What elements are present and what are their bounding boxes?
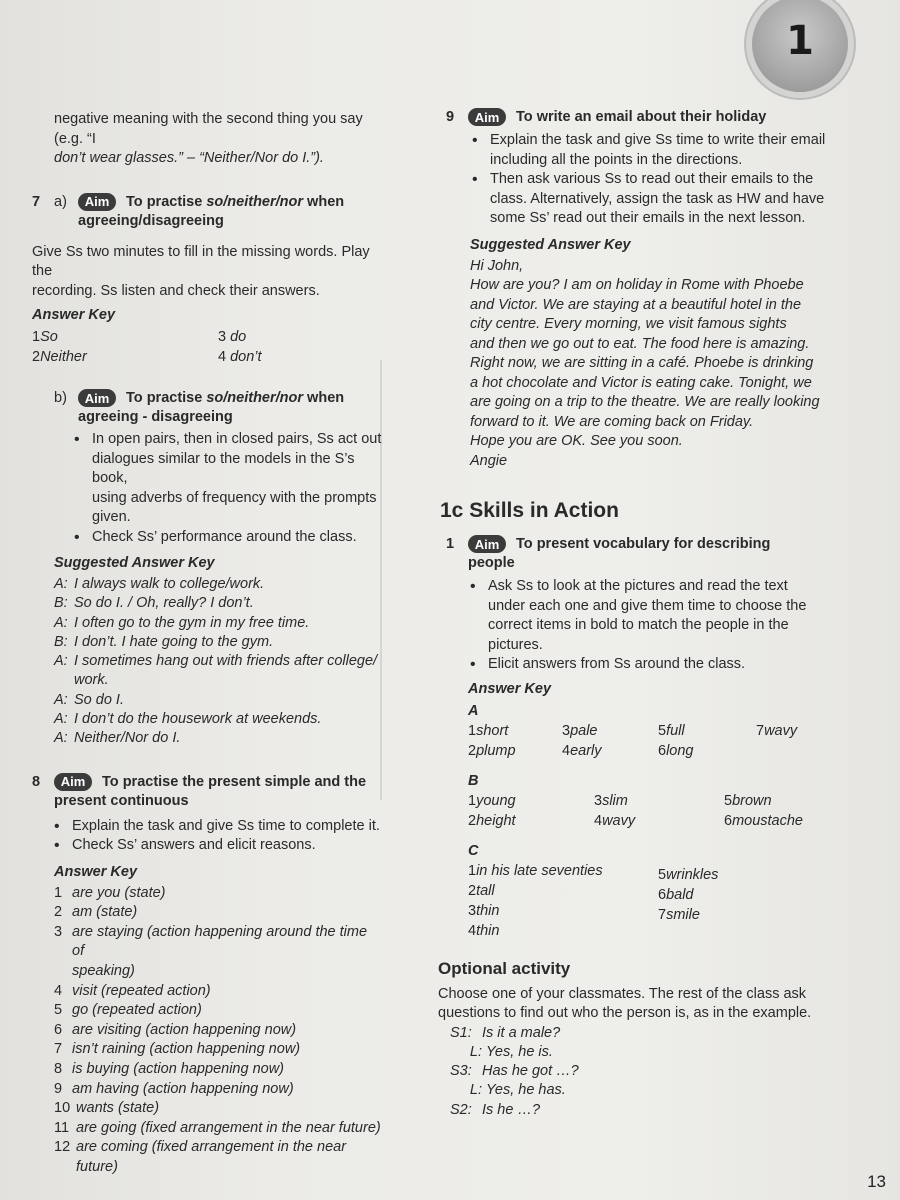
- dialog-line: S3: Has he got …?: [450, 1063, 579, 1080]
- group-label-a: A: [468, 702, 479, 719]
- answer-key-title: Suggested Answer Key: [470, 236, 631, 253]
- answer-item: 1 are you (state): [54, 884, 166, 901]
- aim-badge: Aim: [78, 193, 116, 211]
- email-line: a hot chocolate and Victor is eating cake. Tonight, we: [470, 374, 812, 391]
- exercise-9: [446, 108, 830, 471]
- instruction-text: Give Ss two minutes to fill in the missing words. Play the: [32, 243, 370, 279]
- aim-badge: Aim: [468, 108, 506, 126]
- group-c: 1 in his late seventies 5 wrinkles 2 tall 6 bald 3 thin 7 smile 4 thin: [468, 862, 719, 939]
- intro-line: negative meaning with the second thing you say (e.g. “I: [54, 111, 363, 147]
- dialog-line: S2: Is he …?: [450, 1101, 541, 1118]
- bullet-item: • In open pairs, then in closed pairs, Ss act out dialogues similar to the models in the S’s book, using adverbs of frequency with the prompts given.: [74, 430, 382, 528]
- section-title: 1c Skills in Action: [440, 499, 619, 522]
- aim-title-line2: agreeing/disagreeing: [78, 212, 224, 229]
- exercise-sub: b): [54, 390, 67, 406]
- exercise-number: 9: [446, 109, 455, 125]
- dialog-line: L: Yes, he is.: [469, 1043, 553, 1060]
- answer-key-1: [468, 701, 830, 941]
- bullet-item: • Ask Ss to look at the pictures and read the text under each one and give them time to choose the correct items in bold to match the people in the pictures.: [470, 577, 830, 655]
- left-column: [32, 110, 382, 1178]
- email-line: city centre. Every morning, we visit famous sights: [470, 316, 787, 332]
- answer-item: 12 are coming (fixed arrangement in the near future): [54, 1139, 347, 1175]
- optional-dialog: [450, 1024, 830, 1120]
- aim-title-line2: agreeing - disagreeing: [78, 409, 233, 425]
- answer-item: 7 isn’t raining (action happening now): [54, 1041, 301, 1058]
- dialog-line: A: I sometimes hang out with friends after college/: [54, 653, 378, 670]
- aim-badge: Aim: [54, 773, 92, 791]
- suggested-dialog: [54, 575, 382, 749]
- dialog-line: A: So do I.: [54, 691, 124, 708]
- answer-key-8: [54, 884, 382, 1178]
- answer-key-title: Answer Key: [54, 863, 138, 880]
- answer-item: 5 go (repeated action): [54, 1002, 202, 1019]
- optional-text: questions to find out who the person is, as in the example.: [438, 1005, 812, 1021]
- answer-item: 3 are staying (action happening around the time of: [54, 923, 368, 960]
- group-label-c: C: [468, 842, 479, 859]
- answer-item: 9 am having (action happening now): [54, 1080, 294, 1097]
- group-label-b: B: [468, 772, 479, 789]
- answer-item: 11 are going (fixed arrangement in the near future): [54, 1119, 381, 1136]
- answer-item: 8 is buying (action happening now): [54, 1061, 284, 1078]
- dialog-line: A: I often go to the gym in my free time.: [54, 614, 310, 631]
- group-b: 1 young 3 slim 5 brown 2 height 4 wavy 6 moustache: [468, 792, 803, 829]
- bullet-item: • Check Ss’ answers and elicit reasons.: [54, 836, 382, 856]
- unit-badge: [752, 0, 848, 92]
- answer-item: 6 are visiting (action happening now): [54, 1021, 297, 1038]
- email-line: Hope you are OK. See you soon.: [470, 433, 683, 449]
- dialog-line: S1: Is it a male?: [450, 1024, 561, 1041]
- bullet-item: • Explain the task and give Ss time to write their email including all the points in the directions.: [472, 131, 830, 170]
- exercise-sub: a): [54, 193, 67, 210]
- dialog-line: A: I always walk to college/work.: [54, 576, 265, 592]
- email-line: are going on a trip to the theatre. We are really looking: [470, 394, 820, 410]
- exercise-number: 7: [32, 193, 41, 210]
- email-line: forward to it. We are coming back on Friday.: [470, 413, 754, 430]
- page-number: 13: [867, 1172, 886, 1191]
- bullet-item: • Then ask various Ss to read out their emails to the class. Alternatively, assign the task as HW and have some Ss’ read out their emails in the next lesson.: [472, 170, 830, 229]
- aim-title: To practise so/neither/nor when: [126, 390, 345, 406]
- answer-key-title: Answer Key: [468, 680, 552, 697]
- aim-title: To present vocabulary for describing: [516, 536, 771, 552]
- intro-line: don’t wear glasses.” – “Neither/Nor do I.”).: [54, 150, 324, 166]
- email-line: and then we go out to eat. The food here is amazing.: [470, 335, 810, 352]
- email-sample: [446, 257, 830, 472]
- instruction-text: recording. Ss listen and check their answers.: [32, 282, 320, 299]
- dialog-line: work.: [74, 672, 109, 689]
- aim-title-line2: present continuous: [54, 792, 189, 809]
- optional-text: Choose one of your classmates. The rest of the class ask: [438, 985, 807, 1002]
- answer-key-title: Answer Key: [32, 307, 116, 323]
- exercise-number: 8: [32, 773, 41, 790]
- dialog-line: A: Neither/Nor do I.: [54, 730, 181, 747]
- exercise-8: [32, 773, 382, 1178]
- bullet-item: • Explain the task and give Ss time to complete it.: [54, 817, 382, 837]
- aim-badge: Aim: [468, 535, 506, 553]
- dialog-line: B: So do I. / Oh, really? I don’t.: [54, 595, 254, 612]
- email-line: and Victor. We are staying at a beautiful hotel in the: [470, 296, 802, 313]
- optional-activity: [438, 959, 830, 1120]
- answer-item: 4 visit (repeated action): [54, 982, 211, 999]
- bullet-item: • Check Ss’ performance around the class.: [74, 528, 382, 548]
- answer-item: 10 wants (state): [54, 1100, 160, 1117]
- email-line: Hi John,: [470, 257, 524, 274]
- bullet-item: • Elicit answers from Ss around the class.: [470, 655, 830, 675]
- aim-title-line2: people: [468, 555, 515, 571]
- exercise-1: [446, 535, 830, 941]
- email-line: How are you? I am on holiday in Rome with Phoebe: [470, 277, 804, 293]
- exercise-7b: [32, 389, 382, 749]
- optional-title: Optional activity: [438, 958, 571, 978]
- email-line: Angie: [470, 452, 508, 469]
- aim-title: To practise the present simple and the: [102, 773, 367, 790]
- answer-key-title: Suggested Answer Key: [54, 555, 215, 571]
- aim-title: To practise so/neither/nor when: [126, 193, 345, 210]
- right-column: [438, 108, 830, 1120]
- answer-item: speaking): [72, 963, 135, 980]
- answer-item: 2 am (state): [54, 904, 138, 921]
- exercise-number: 1: [446, 536, 455, 552]
- dialog-line: L: Yes, he has.: [469, 1082, 566, 1099]
- dialog-line: A: I don’t do the housework at weekends.: [54, 711, 322, 728]
- dialog-line: B: I don’t. I hate going to the gym.: [54, 633, 274, 650]
- unit-number: 1: [786, 18, 814, 64]
- aim-title: To write an email about their holiday: [516, 109, 767, 125]
- aim-badge: Aim: [78, 389, 116, 407]
- email-line: Right now, we are sitting in a café. Phoebe is drinking: [470, 355, 814, 371]
- answer-key-7a: 1 So 3 do 2 Neither 4 don’t: [32, 329, 262, 365]
- group-a: 1 short 3 pale 5 full 7 wavy 2 plump 4 early 6 long: [468, 722, 798, 759]
- exercise-7a: [32, 193, 382, 370]
